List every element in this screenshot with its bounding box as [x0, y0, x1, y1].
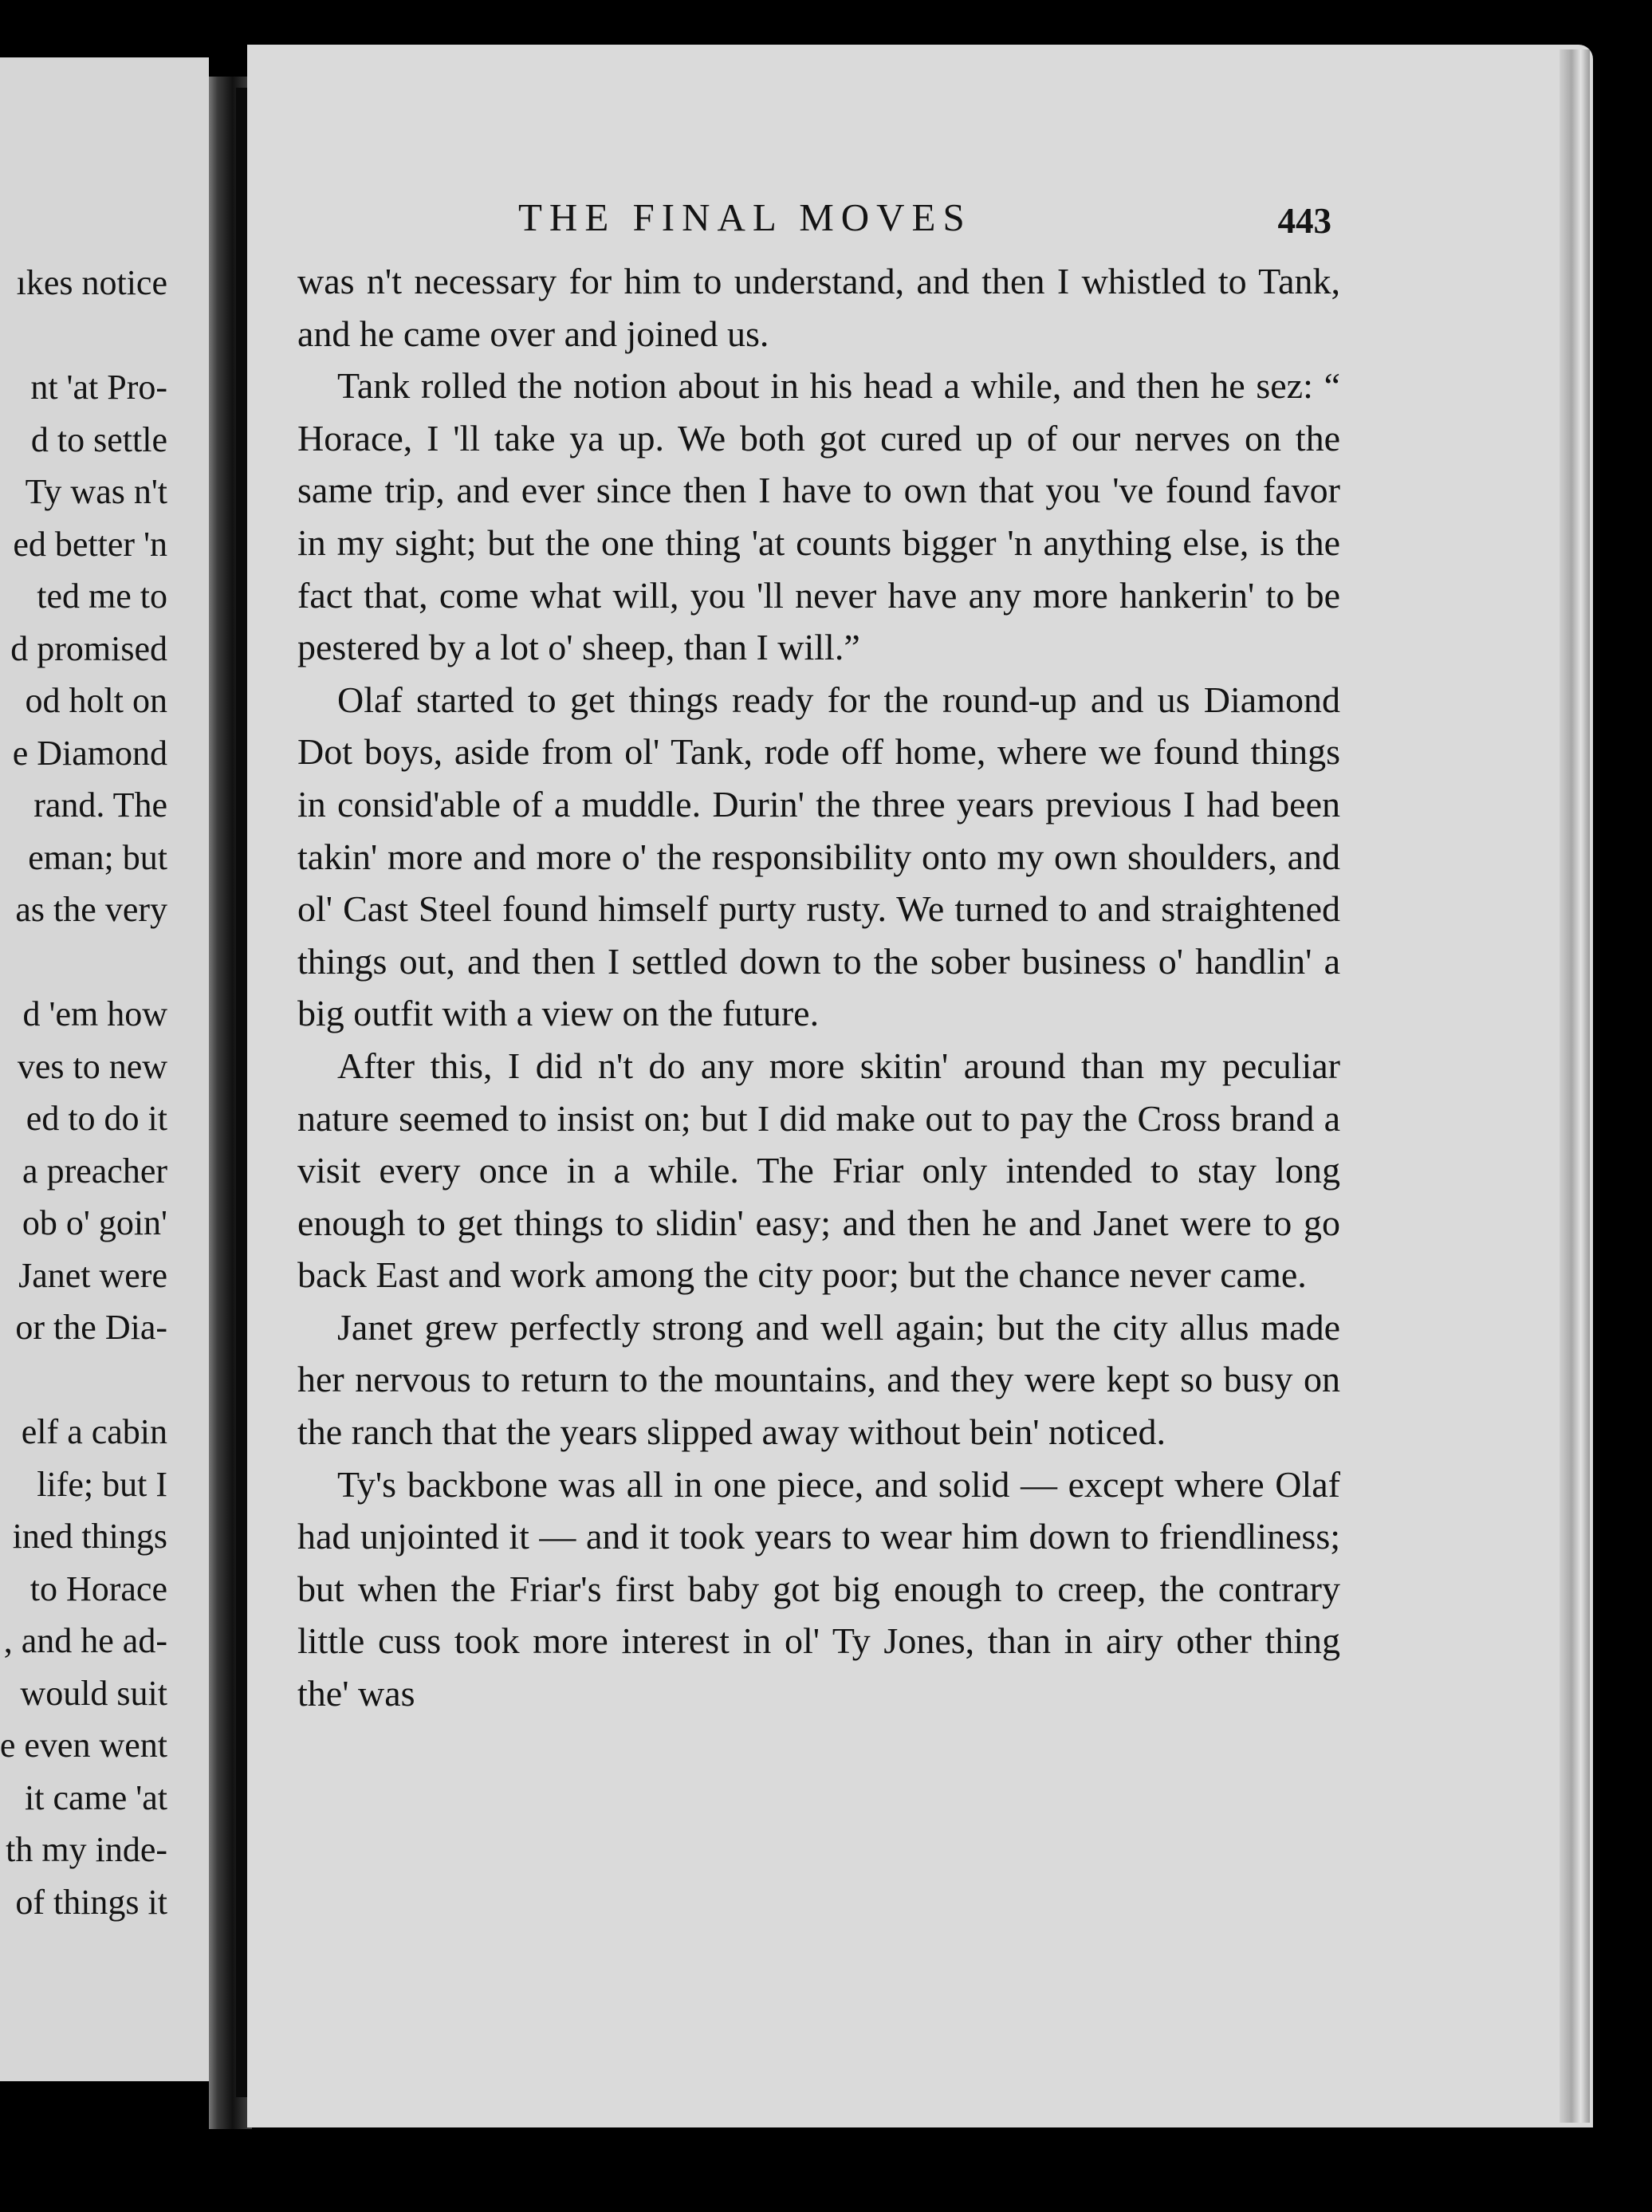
facing-page-line: it came 'at — [25, 1777, 167, 1817]
facing-page-line: d to settle — [30, 419, 167, 459]
facing-page-line: ted me to — [37, 577, 167, 616]
facing-page-line: Ty was n't — [25, 472, 167, 511]
page-header — [518, 190, 1331, 246]
page-edge — [1560, 49, 1590, 2123]
paragraph: Janet grew perfectly strong and well again; but the city allus made her nervous to return to the mountains, and they were kept so busy on the ranch that the years slipped away without bein' noticed. — [297, 1306, 1340, 1453]
facing-page-line: life; but I — [37, 1464, 167, 1504]
facing-page — [0, 57, 209, 2081]
facing-page-line: elf a cabin — [21, 1412, 167, 1451]
paragraph: was n't necessary for him to understand, and then I whistled to Tank, and he came over and joined us. — [297, 261, 1340, 354]
facing-page-line: ıkes notice — [16, 263, 167, 302]
paragraph: Ty's backbone was all in one piece, and solid — except where Olaf had unjointed it — and it took years to wear him down to friendliness; but when the Friar's first baby got big enough to creep, the contrary little cuss took more interest in ol' Ty Jones, than in airy other thing the' was — [297, 1463, 1340, 1714]
facing-page-line: od holt on — [25, 681, 167, 720]
facing-page-line — [0, 936, 167, 989]
facing-page-line: as the very — [15, 890, 167, 929]
facing-page-line: ed to do it — [26, 1099, 167, 1138]
facing-page-line — [0, 1354, 167, 1407]
facing-page-line: th my inde- — [6, 1830, 167, 1869]
facing-page-line: , and he ad- — [3, 1621, 167, 1660]
facing-page-line: would suit — [20, 1673, 167, 1713]
facing-page-line: ed better 'n — [13, 524, 167, 564]
facing-page-line: ined things — [12, 1517, 167, 1556]
facing-page-line — [0, 309, 167, 362]
facing-page-line: rand. The — [33, 785, 167, 825]
facing-page-line: ob o' goin' — [22, 1203, 167, 1242]
facing-page-line: e Diamond — [12, 733, 167, 773]
facing-page-line: e even went — [0, 1726, 167, 1765]
facing-page-line: or the Dia- — [15, 1308, 167, 1347]
paragraph: Olaf started to get things ready for the round-up and us Diamond Dot boys, aside from ol' Tank, rode off home, where we found things in consid'able of a muddle. Durin' the three years previous I had been takin' more and more o' the responsibility onto my own shoulders, and ol' Cast Steel found himself purty rusty. We turned to and straightened things out, and then I settled down to the sober business o' handlin' a big outfit with a view on the future. — [297, 679, 1340, 1034]
body-text — [297, 255, 1340, 1720]
facing-page-line: to Horace — [30, 1568, 167, 1608]
facing-page-line: d promised — [10, 628, 167, 668]
paragraph: Tank rolled the notion about in his head a while, and then he sez: “ Horace, I 'll take ya up. We both got cured up of our nerves on the same trip, and ever since then I have to own that you 've found favor in my sight; but the one thing 'at counts bigger 'n anything else, is the fact that, come what will, you 'll never have any more hankerin' to be pestered by a lot o' sheep, than I will.” — [297, 365, 1340, 668]
facing-page-text — [0, 257, 167, 1928]
facing-page-line: nt 'at Pro- — [30, 368, 167, 407]
facing-page-line: of things it — [15, 1882, 167, 1922]
running-title: THE FINAL MOVES — [518, 195, 972, 239]
paragraph: After this, I did n't do any more skitin' around than my peculiar nature seemed to insist on; but I did make out to pay the Cross brand a visit every once in a while. The Friar only intended to stay long enough to get things to slidin' easy; and then he and Janet were to go back East and work among the city poor; but the chance never came. — [297, 1045, 1340, 1296]
facing-page-line: Janet were — [18, 1255, 167, 1295]
page-number: 443 — [1277, 201, 1331, 241]
facing-page-line: d 'em how — [22, 994, 167, 1033]
facing-page-line: eman; but — [28, 837, 167, 877]
facing-page-line: a preacher — [22, 1151, 167, 1191]
facing-page-line: ves to new — [17, 1046, 167, 1086]
